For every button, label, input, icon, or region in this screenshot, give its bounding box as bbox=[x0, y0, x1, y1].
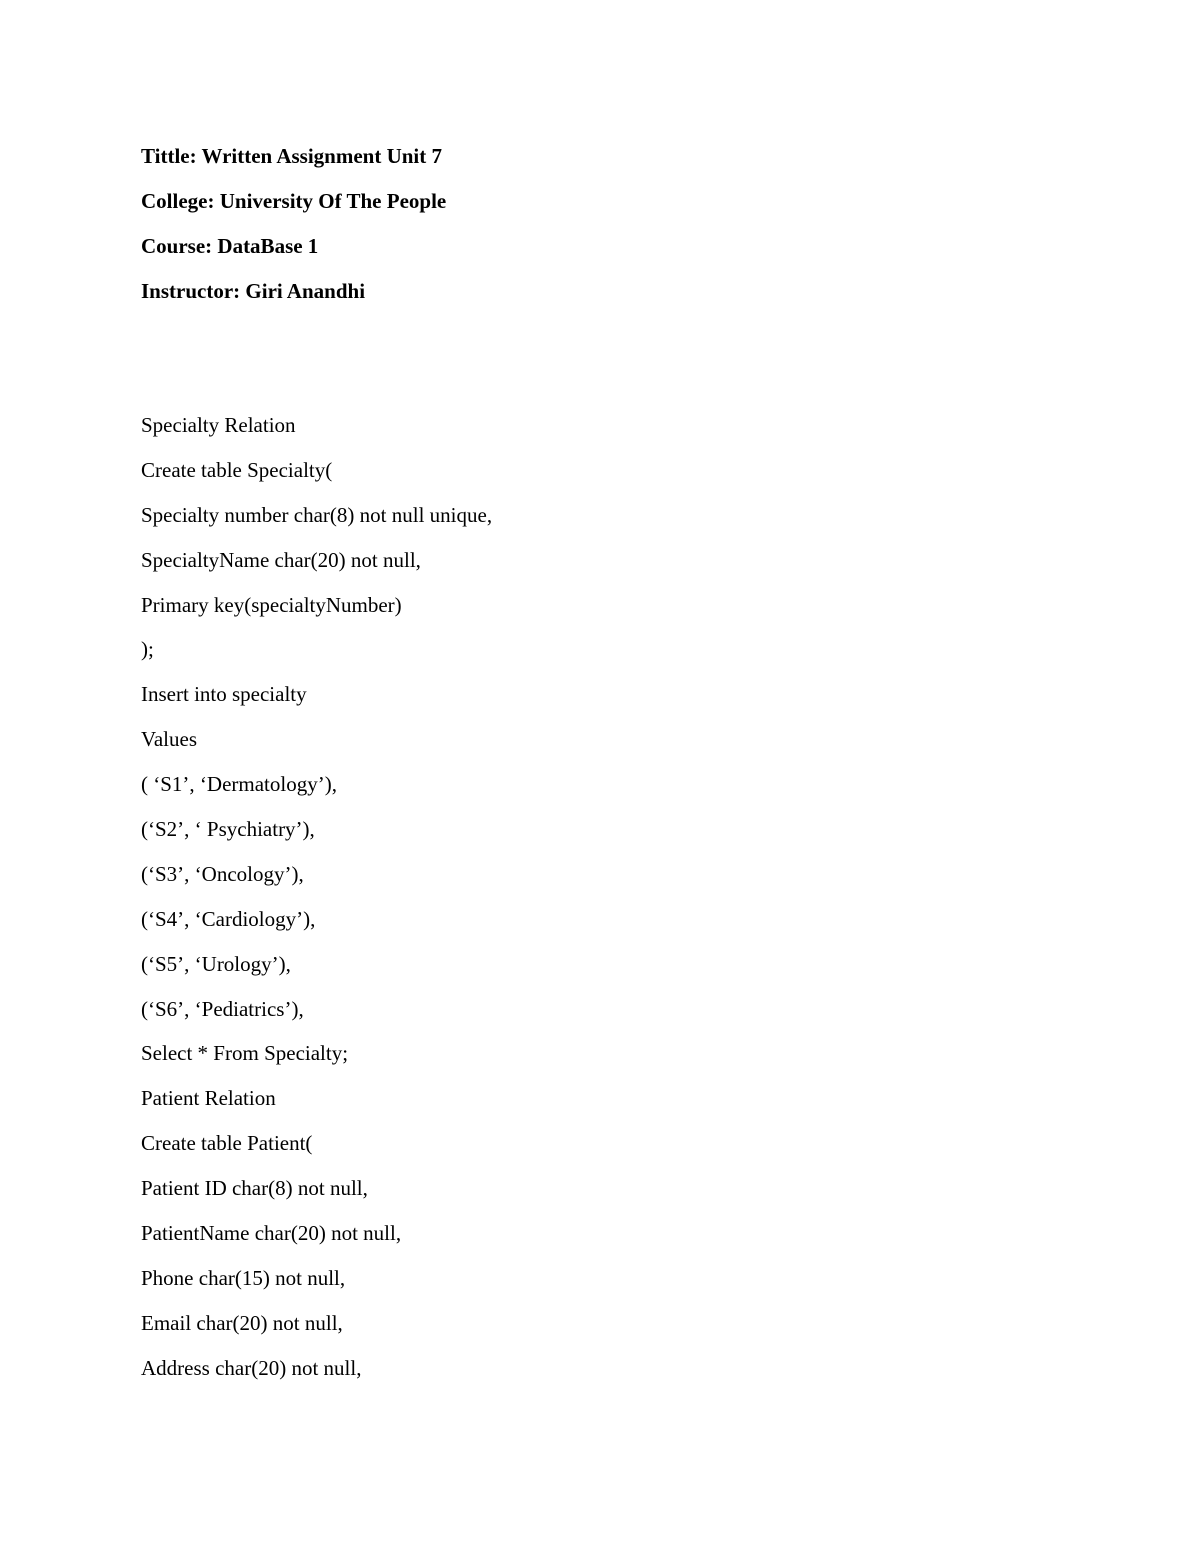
title-line: Tittle: Written Assignment Unit 7 bbox=[141, 144, 443, 168]
body-line: (‘S5’, ‘Urology’), bbox=[141, 951, 291, 976]
body-line: PatientName char(20) not null, bbox=[141, 1221, 402, 1246]
document-body bbox=[141, 409, 1141, 1397]
body-line: (‘S2’, ‘ Psychiatry’), bbox=[141, 817, 315, 842]
body-line: (‘S4’, ‘Cardiology’), bbox=[141, 906, 316, 931]
body-line: Email char(20) not null, bbox=[141, 1310, 343, 1335]
body-line: Specialty Relation bbox=[141, 413, 296, 437]
body-line: SpecialtyName char(20) not null, bbox=[141, 547, 421, 572]
body-line: Specialty number char(8) not null unique, bbox=[141, 502, 493, 527]
body-line: Create table Specialty( bbox=[141, 457, 333, 482]
body-line: Values bbox=[141, 727, 197, 752]
body-line: Patient ID char(8) not null, bbox=[141, 1176, 368, 1201]
course-line: Course: DataBase 1 bbox=[141, 234, 319, 258]
body-line: ( ‘S1’, ‘Dermatology’), bbox=[141, 772, 337, 797]
body-line: ); bbox=[141, 637, 154, 662]
document-header bbox=[141, 140, 1141, 320]
body-line: Create table Patient( bbox=[141, 1131, 313, 1156]
instructor-line: Instructor: Giri Anandhi bbox=[141, 279, 366, 303]
college-line: College: University Of The People bbox=[141, 189, 447, 213]
body-line: Select * From Specialty; bbox=[141, 1041, 349, 1066]
body-line: Address char(20) not null, bbox=[141, 1355, 362, 1380]
body-line: Patient Relation bbox=[141, 1086, 276, 1111]
body-line: Primary key(specialtyNumber) bbox=[141, 592, 402, 617]
body-line: (‘S3’, ‘Oncology’), bbox=[141, 861, 304, 886]
body-line: Insert into specialty bbox=[141, 682, 307, 707]
body-line: Phone char(15) not null, bbox=[141, 1265, 346, 1290]
body-line: (‘S6’, ‘Pediatrics’), bbox=[141, 996, 304, 1021]
